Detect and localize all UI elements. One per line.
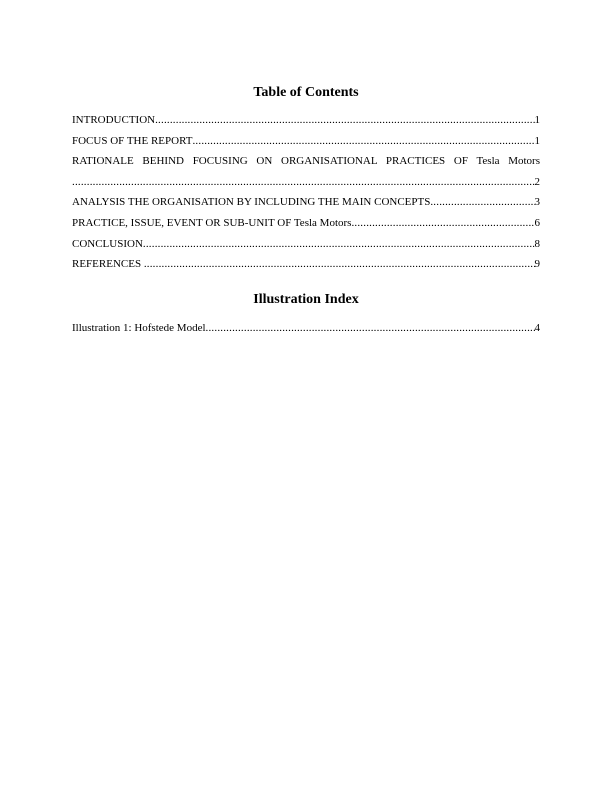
toc-entry-label: ANALYSIS THE ORGANISATION BY INCLUDING THE MAIN CONCEPTS xyxy=(72,196,431,209)
dot-leader xyxy=(144,257,535,271)
toc-entry-conclusion[interactable] xyxy=(72,237,540,258)
toc-entry-references[interactable] xyxy=(72,257,540,278)
dot-leader xyxy=(206,321,535,335)
illustration-entry-page: 4 xyxy=(534,322,540,334)
toc-entry-page: 1 xyxy=(534,114,540,126)
toc-entry-rationale[interactable] xyxy=(72,154,540,195)
illustration-entry-label: Illustration 1: Hofstede Model xyxy=(72,322,206,334)
illustration-list xyxy=(72,321,540,342)
illustration-entry[interactable] xyxy=(72,321,540,342)
toc-entry-page: 9 xyxy=(534,258,540,271)
toc-entry-page: 6 xyxy=(534,216,540,229)
toc-title: Table of Contents xyxy=(253,85,359,100)
dot-leader xyxy=(430,195,534,209)
dot-leader xyxy=(72,175,535,189)
dot-leader xyxy=(155,113,534,127)
dot-leader xyxy=(192,134,534,148)
illustration-index-title: Illustration Index xyxy=(253,292,359,307)
toc-entry-page: 8 xyxy=(534,237,540,250)
toc-entry-label: FOCUS OF THE REPORT xyxy=(72,134,193,147)
toc-list xyxy=(72,113,540,278)
toc-entry-label: REFERENCES xyxy=(72,258,144,271)
toc-entry-page: 3 xyxy=(534,196,540,209)
toc-entry-analysis[interactable] xyxy=(72,195,540,216)
toc-entry-label: RATIONALE BEHIND FOCUSING ON ORGANISATIONAL PRACTICES OF Tesla Motors xyxy=(72,155,540,168)
dot-leader xyxy=(143,237,535,251)
toc-entry-label: INTRODUCTION xyxy=(72,114,156,126)
toc-entry-focus[interactable] xyxy=(72,134,540,155)
toc-entry-page: 1 xyxy=(534,134,540,147)
dot-leader xyxy=(351,216,534,230)
toc-entry-label: PRACTICE, ISSUE, EVENT OR SUB-UNIT OF Tesla Motors xyxy=(72,216,352,229)
toc-entry-practice[interactable] xyxy=(72,216,540,237)
toc-entry-page: 2 xyxy=(534,175,540,188)
toc-entry-introduction[interactable] xyxy=(72,113,540,134)
toc-entry-label: CONCLUSION xyxy=(72,237,143,250)
